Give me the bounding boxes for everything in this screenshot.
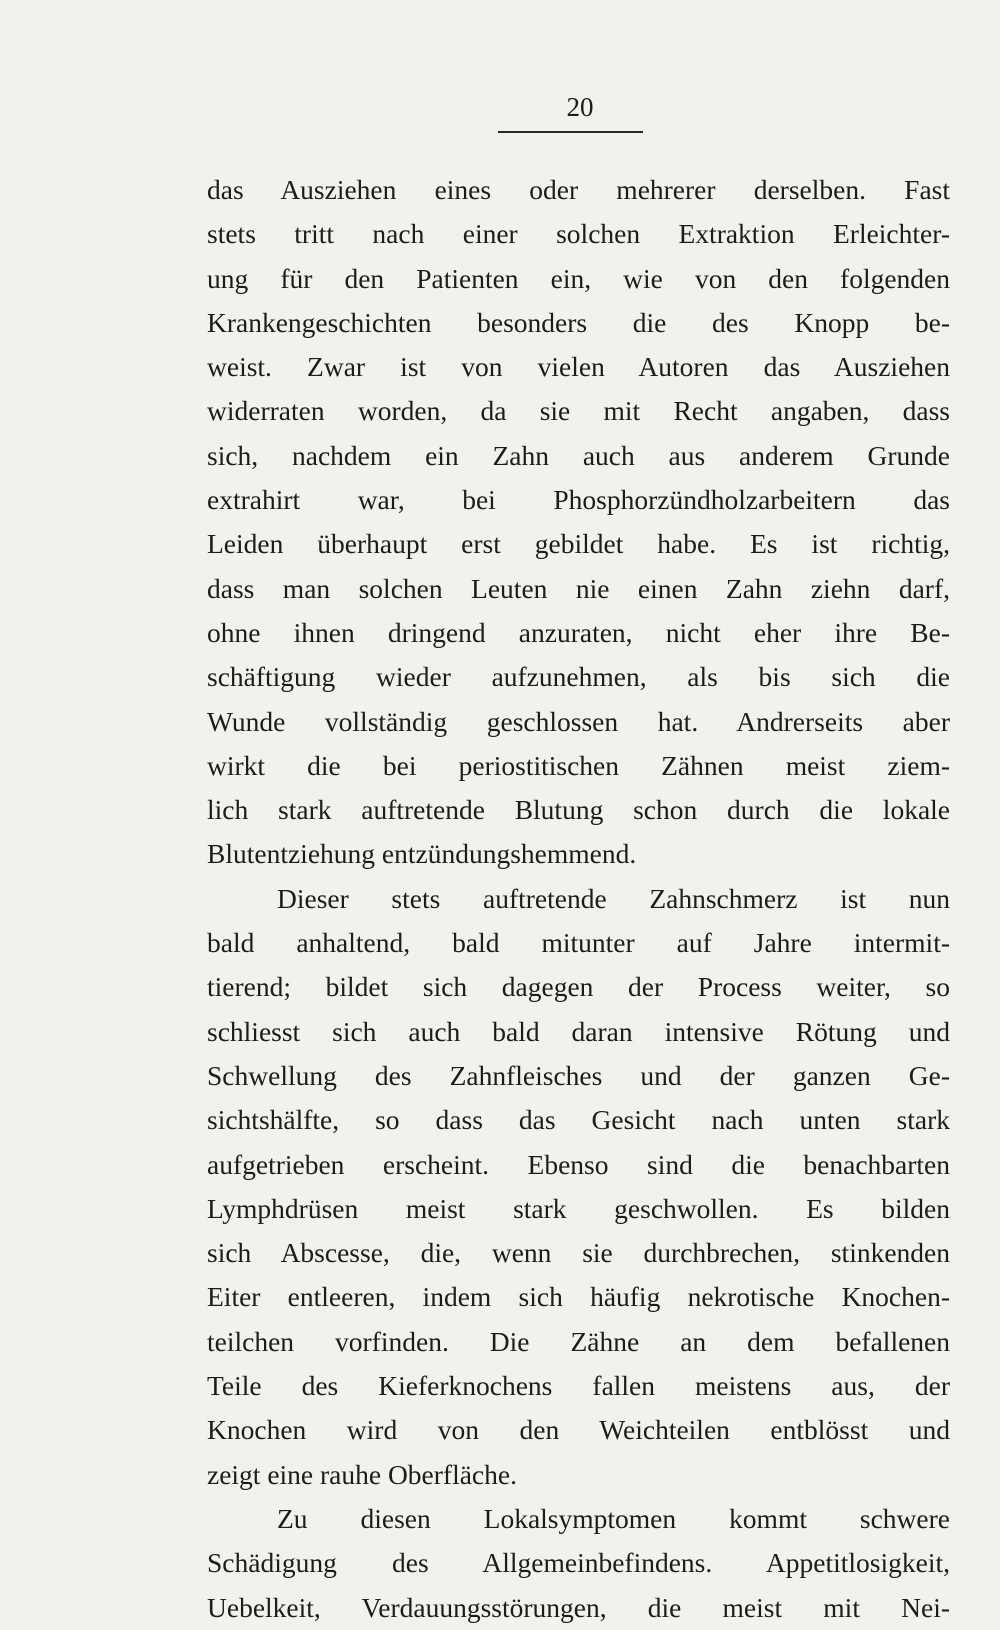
- text-line: aufgetrieben erscheint. Ebenso sind die benachbarten: [207, 1148, 950, 1180]
- text-line: sich Abscesse, die, wenn sie durchbrechen, stinkenden: [207, 1237, 950, 1269]
- text-line: Teile des Kieferknochens fallen meistens aus, der: [207, 1370, 950, 1402]
- text-line: Lymphdrüsen meist stark geschwollen. Es bilden: [207, 1192, 950, 1224]
- text-line: Leiden überhaupt erst gebildet habe. Es ist richtig,: [207, 528, 950, 560]
- text-line: sichtshälfte, so dass das Gesicht nach unten stark: [207, 1104, 950, 1136]
- text-line: dass man solchen Leuten nie einen Zahn ziehn darf,: [207, 572, 950, 604]
- text-line: ohne ihnen dringend anzuraten, nicht eher ihre Be-: [207, 616, 950, 648]
- text-line: sich, nachdem ein Zahn auch aus anderem Grunde: [207, 439, 950, 471]
- text-line: schliesst sich auch bald daran intensive Rötung und: [207, 1015, 950, 1047]
- text-line: Dieser stets auftretende Zahnschmerz ist nun: [277, 882, 950, 914]
- text-line: das Ausziehen eines oder mehrerer derselben. Fast: [207, 174, 950, 205]
- page-number: 20: [566, 92, 594, 122]
- text-line: Knochen wird von den Weichteilen entblösst und: [207, 1414, 950, 1446]
- text-line: bald anhaltend, bald mitunter auf Jahre intermit-: [207, 927, 950, 959]
- text-line: Zu diesen Lokalsymptomen kommt schwere: [277, 1502, 950, 1534]
- text-line: Krankengeschichten besonders die des Knopp be-: [207, 306, 950, 338]
- text-line: Blutentziehung entzündungshemmend.: [207, 838, 637, 870]
- text-line: stets tritt nach einer solchen Extraktion Erleichter-: [207, 218, 950, 250]
- text-line: Wunde vollständig geschlossen hat. Andrerseits aber: [207, 705, 950, 737]
- text-column: [207, 168, 950, 1630]
- text-line: Uebelkeit, Verdauungsstörungen, die meist mit Nei-: [207, 1591, 950, 1623]
- text-line: Schädigung des Allgemeinbefindens. Appetitlosigkeit,: [207, 1547, 950, 1579]
- text-line: teilchen vorfinden. Die Zähne an dem befallenen: [207, 1325, 950, 1357]
- text-line: widerraten worden, da sie mit Recht angaben, dass: [207, 395, 950, 427]
- text-line: extrahirt war, bei Phosphorzündholzarbeitern das: [207, 484, 950, 516]
- text-line: schäftigung wieder aufzunehmen, als bis sich die: [207, 661, 950, 693]
- text-line: weist. Zwar ist von vielen Autoren das Ausziehen: [207, 351, 950, 383]
- text-line: tierend; bildet sich dagegen der Process weiter, so: [207, 971, 950, 1003]
- text-line: wirkt die bei periostitischen Zähnen meist ziem-: [207, 749, 950, 781]
- text-line: lich stark auftretende Blutung schon durch die lokale: [207, 794, 950, 826]
- text-line: Schwellung des Zahnfleisches und der ganzen Ge-: [207, 1059, 950, 1091]
- text-line: zeigt eine rauhe Oberfläche.: [207, 1458, 517, 1490]
- text-line: Eiter entleeren, indem sich häufig nekrotische Knochen-: [207, 1281, 950, 1313]
- header-rule: [498, 131, 643, 133]
- text-line: ung für den Patienten ein, wie von den folgenden: [207, 262, 950, 294]
